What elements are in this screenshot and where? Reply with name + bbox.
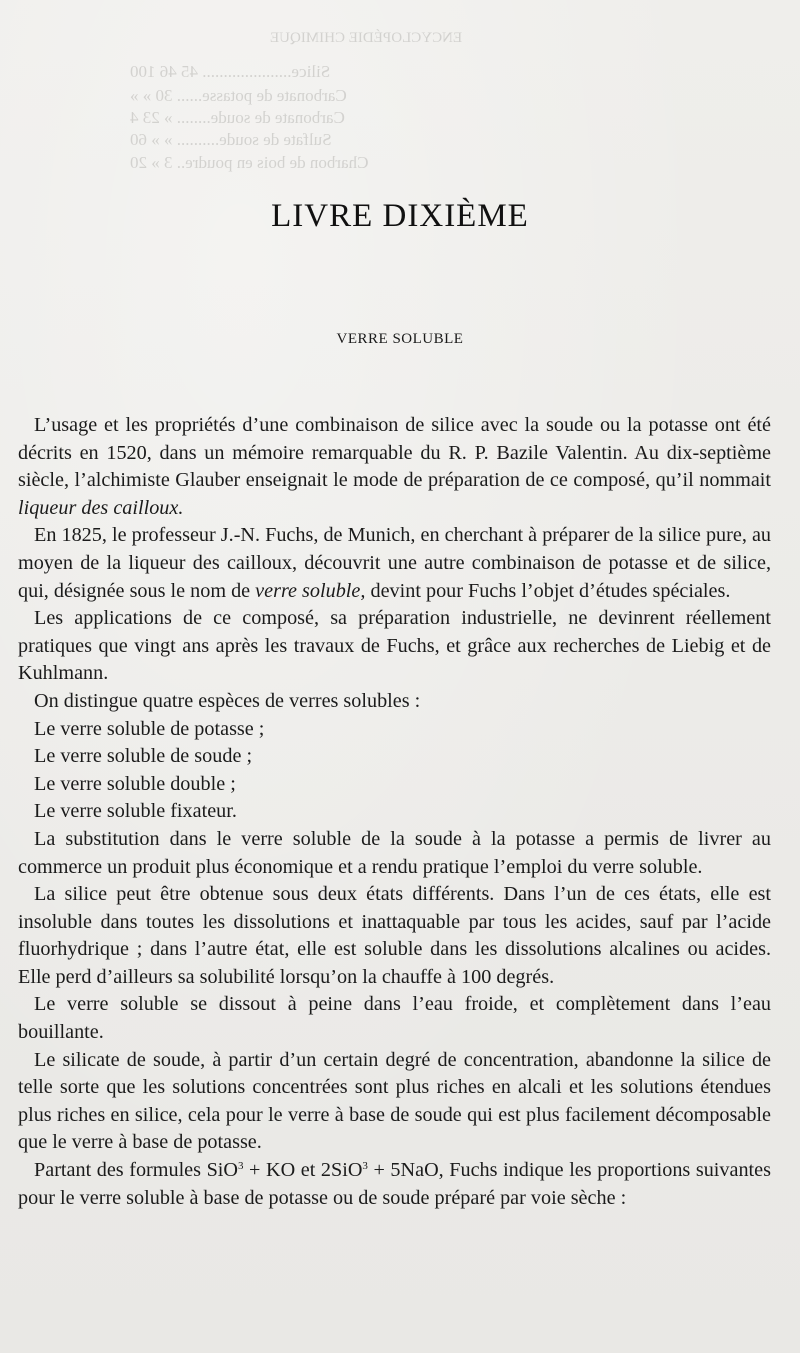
paragraph: Les applications de ce composé, sa préparation industrielle, ne devinrent réellement pratiques que vingt ans après les travaux de Fuchs, et grâce aux recherches de Liebig et de Kuhlmann.: [18, 607, 771, 685]
paragraph-text: L’usage et les propriétés d’une combinaison de silice avec la soude ou la potasse ont été décrits en 1520, dans un mémoire remarquable du R. P. Bazile Valentin. Au dix-septième siècle, l’alchimiste Glauber enseignait le mode de préparation de ce composé, qu’il nommait: [18, 414, 771, 492]
list-item: Le verre soluble fixateur.: [34, 800, 237, 823]
list-item: Le verre soluble de potasse ;: [34, 717, 265, 740]
paragraph: [18, 522, 771, 605]
bleed-through-header: ENCYCLOPÉDIE CHIMIQUE: [270, 30, 463, 46]
paragraph: Le silicate de soude, à partir d’un certain degré de concentration, abandonne la silice de telle sorte que les solutions concentrées sont plus riches en alcali et les solutions étendues plus riches en silice, cela pour le verre à base de soude qui est plus facilement décomposable que le verre à base de potasse.: [18, 1048, 771, 1154]
formula-paragraph: [18, 1157, 771, 1212]
formula-text: + 5NaO, Fuchs indique les proportions suivantes pour le verre soluble à base de potasse ou de soude préparé par voie sèche :: [18, 1159, 771, 1209]
bleed-through-line: Charbon de bois en poudre.. 3 » 20: [130, 153, 369, 172]
paragraph: La silice peut être obtenue sous deux états différents. Dans l’un de ces états, elle est insoluble dans toutes les dissolutions et inattaquable par tous les acides, sauf par l’acide fluorhydrique ; dans l’autre état, elle est soluble dans les dissolutions alcalines ou acides. Elle perd d’ailleurs sa solubilité lorsqu’on la chauffe à 100 degrés.: [18, 883, 771, 988]
bleed-through-line: Carbonate de soude........ » 23 4: [130, 108, 345, 127]
section-title: VERRE SOLUBLE: [336, 331, 464, 347]
chapter-title: LIVRE DIXIÈME: [271, 198, 529, 234]
superscript: 3: [362, 1160, 368, 1173]
list-item: Le verre soluble double ;: [34, 772, 236, 795]
paragraph: [18, 412, 771, 522]
paragraph: On distingue quatre espèces de verres solubles :: [34, 689, 421, 712]
paragraph-italic: liqueur des cailloux.: [18, 496, 184, 519]
formula-text: Partant des formules SiO: [34, 1159, 238, 1182]
paragraph: Le verre soluble se dissout à peine dans l’eau froide, et complètement dans l’eau bouillante.: [18, 993, 771, 1044]
formula-text: + KO et 2SiO: [243, 1159, 363, 1182]
list-item: Le verre soluble de soude ;: [34, 745, 253, 768]
paragraph-text: En 1825, le professeur J.-N. Fuchs, de Munich, en cherchant à préparer de la silice pure, au moyen de la liqueur des cailloux, découvrit une autre combinaison de potasse et de silice, qui, désignée sous le nom de: [18, 524, 771, 602]
bleed-through-line: Sulfate de soude.......... » » 60: [130, 130, 332, 149]
paragraph-italic: verre soluble,: [255, 579, 366, 602]
bleed-through-line: Silice..................... 45 46 100: [130, 62, 331, 81]
paragraph: La substitution dans le verre soluble de la soude à la potasse a permis de livrer au commerce un produit plus économique et a rendu pratique l’emploi du verre soluble.: [18, 827, 771, 878]
body-text: [18, 412, 771, 1212]
bleed-through-line: Carbonate de potasse...... 30 » »: [130, 86, 347, 105]
paragraph-text: devint pour Fuchs l’objet d’études spéciales.: [365, 579, 731, 602]
superscript: 3: [237, 1160, 244, 1173]
